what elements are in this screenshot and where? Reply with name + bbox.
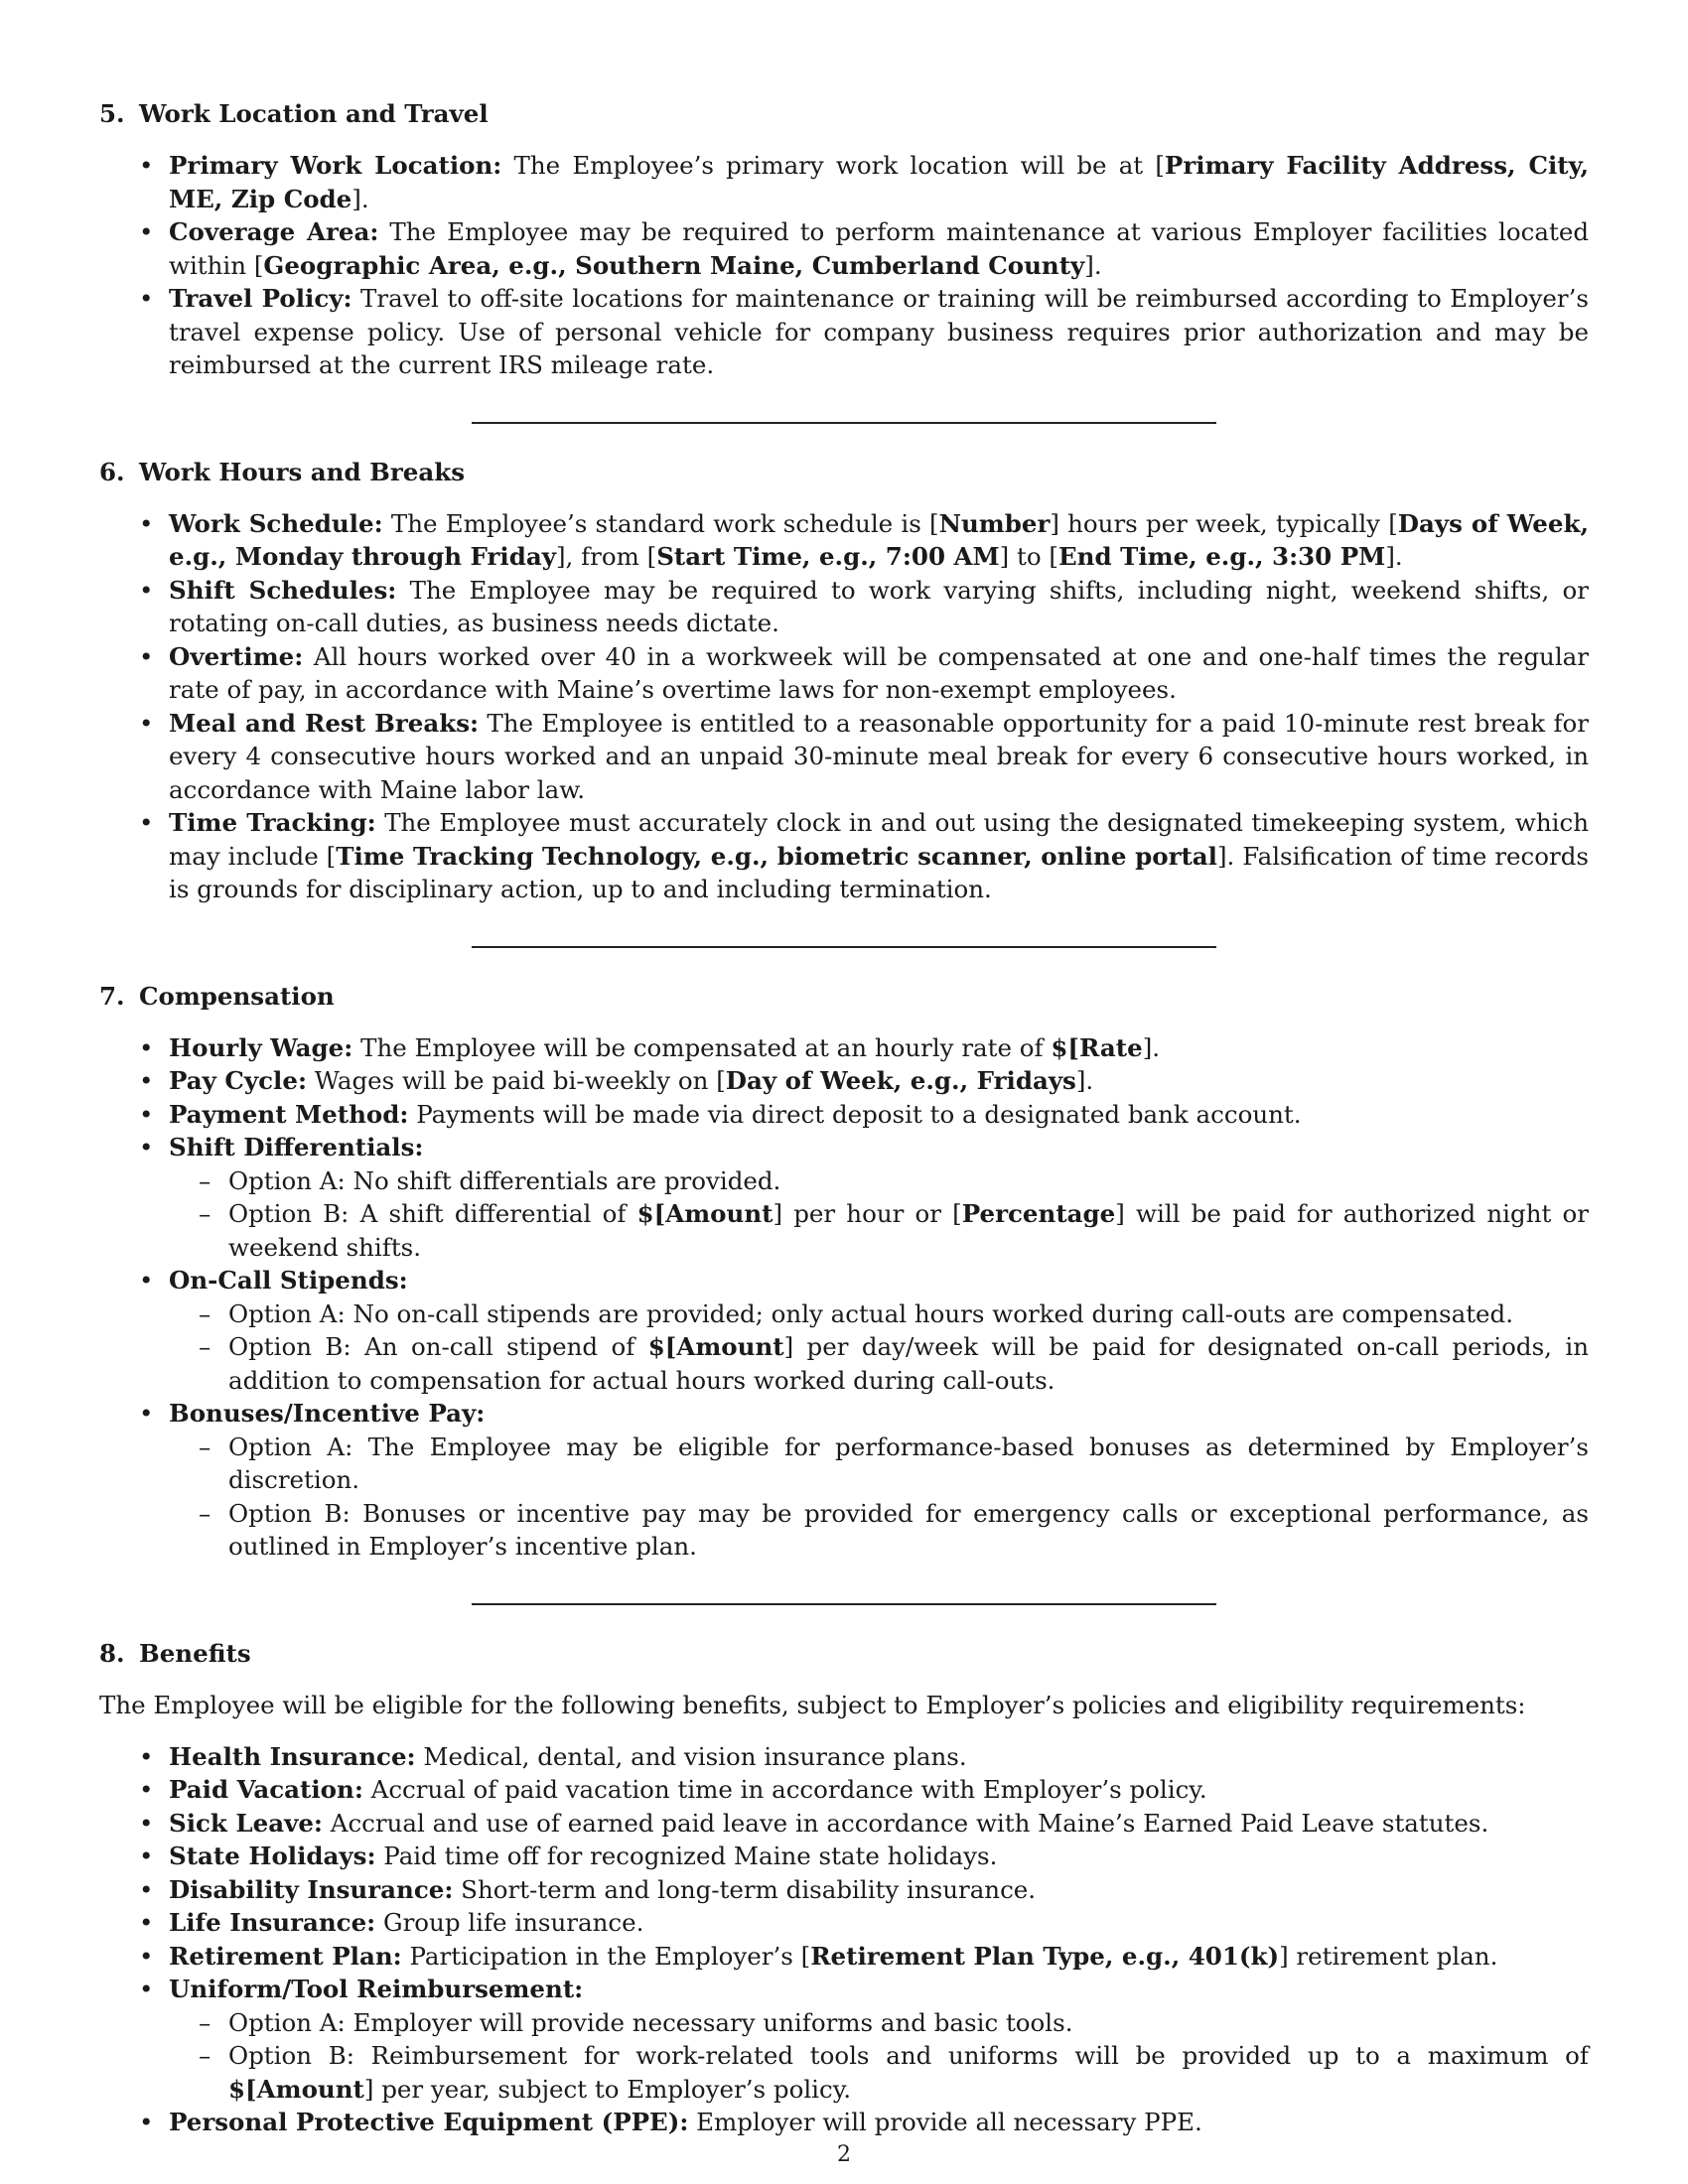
- item-label: Time Tracking:: [169, 808, 376, 837]
- benefits-intro: The Employee will be eligible for the following benefits, subject to Employer’s policies and eligibility requirements:: [99, 1690, 1526, 1719]
- placeholder-field: Time Tracking Technology, e.g., biometric scanner, online portal: [336, 841, 1217, 871]
- placeholder-field: $[Amount: [647, 1332, 784, 1361]
- option-item: – Option A: No on-call stipends are provided; only actual hours worked during call-outs are compensated.: [228, 1297, 1589, 1331]
- item-label: Retirement Plan:: [169, 1941, 402, 1971]
- item-label: Disability Insurance:: [169, 1874, 454, 1904]
- option-list: [169, 2006, 1589, 2107]
- option-item: – Option A: The Employee may be eligible for performance-based bonuses as determined by Employer’s discretion.: [228, 1431, 1589, 1497]
- section-title: Work Location and Travel: [139, 99, 489, 128]
- list-item: • Travel Policy: Travel to off-site locations for maintenance or training will be reimbursed according to Employer’s travel expense policy. Use of personal vehicle for company business requires prior authorization and may be reimbursed at the current IRS mileage rate.: [169, 282, 1589, 382]
- placeholder-field: $[Amount: [636, 1199, 774, 1228]
- placeholder-field: Start Time, e.g., 7:00 AM: [656, 542, 1000, 571]
- item-label: Bonuses/Incentive Pay:: [169, 1399, 486, 1428]
- option-item: – Option B: Bonuses or incentive pay may be provided for emergency calls or exceptional performance, as outlined in Employer’s incentive plan.: [228, 1497, 1589, 1564]
- item-label: Shift Schedules:: [169, 575, 397, 605]
- list-item: • Meal and Rest Breaks: The Employee is entitled to a reasonable opportunity for a paid 10-minute rest break for every 4 consecutive hours worked and an unpaid 30-minute meal break for every 6 consecutive hours worked, in accordance with Maine labor law.: [169, 707, 1589, 807]
- placeholder-field: End Time, e.g., 3:30 PM: [1057, 542, 1386, 571]
- list-item: • Coverage Area: The Employee may be required to perform maintenance at various Employer facilities located within [Geographic Area, e.g., Southern Maine, Cumberland County].: [169, 215, 1589, 282]
- section-number: 6.: [99, 457, 125, 486]
- list-item: • Shift Schedules: The Employee may be required to work varying shifts, including night, weekend shifts, or rotating on-call duties, as business needs dictate.: [169, 574, 1589, 640]
- placeholder-field: Day of Week, e.g., Fridays: [725, 1066, 1076, 1095]
- list-item: • Overtime: All hours worked over 40 in a workweek will be compensated at one and one-half times the regular rate of pay, in accordance with Maine’s overtime laws for non-exempt employees.: [169, 640, 1589, 707]
- list-item: • Payment Method: Payments will be made via direct deposit to a designated bank account.: [169, 1098, 1589, 1132]
- benefits-list: [99, 1740, 1589, 2139]
- item-label: Paid Vacation:: [169, 1775, 363, 1804]
- section-title: Work Hours and Breaks: [139, 457, 465, 486]
- item-label: Payment Method:: [169, 1099, 409, 1129]
- page-number: 2: [837, 2142, 851, 2167]
- option-item: – Option B: An on-call stipend of $[Amount] per day/week will be paid for designated on-call periods, in addition to compensation for actual hours worked during call-outs.: [228, 1330, 1589, 1397]
- list-item: • Time Tracking: The Employee must accurately clock in and out using the designated timekeeping system, which may include [Time Tracking Technology, e.g., biometric scanner, online portal]. Falsification of time records is grounds for disciplinary action, up to and including termination.: [169, 806, 1589, 906]
- item-label: Hourly Wage:: [169, 1032, 353, 1062]
- option-item: – Option B: Reimbursement for work-related tools and uniforms will be provided up to a maximum of $[Amount] per year, subject to Employer’s policy.: [228, 2039, 1589, 2106]
- option-list: [169, 1431, 1589, 1564]
- list-item: [169, 1131, 1589, 1264]
- placeholder-field: Retirement Plan Type, e.g., 401(k): [810, 1941, 1280, 1971]
- section-heading-compensation: [99, 980, 1589, 1014]
- list-item: • Paid Vacation: Accrual of paid vacation time in accordance with Employer’s policy.: [169, 1773, 1589, 1807]
- item-label: State Holidays:: [169, 1842, 376, 1870]
- document-page: [99, 97, 1589, 2139]
- item-label: Uniform/Tool Reimbursement:: [169, 1975, 584, 2003]
- list-item: • Personal Protective Equipment (PPE): Employer will provide all necessary PPE.: [169, 2106, 1589, 2139]
- placeholder-field: Number: [938, 508, 1051, 538]
- list-item: • Retirement Plan: Participation in the Employer’s [Retirement Plan Type, e.g., 401(k)] retirement plan.: [169, 1940, 1589, 1974]
- option-item: – Option A: No shift differentials are provided.: [228, 1164, 1589, 1198]
- option-item: – Option B: A shift differential of $[Amount] per hour or [Percentage] will be paid for authorized night or weekend shifts.: [228, 1197, 1589, 1264]
- item-label: Primary Work Location:: [169, 151, 502, 180]
- item-label: Health Insurance:: [169, 1741, 416, 1771]
- list-item: • Work Schedule: The Employee’s standard work schedule is [Number] hours per week, typically [Days of Week, e.g., Monday through Friday], from [Start Time, e.g., 7:00 AM] to [End Time, e.g., 3:30 PM].: [169, 507, 1589, 574]
- item-label: Personal Protective Equipment (PPE):: [169, 2108, 689, 2136]
- list-item: • State Holidays: Paid time off for recognized Maine state holidays.: [169, 1840, 1589, 1873]
- section-heading-benefits: [99, 1637, 1589, 1671]
- placeholder-field: Primary Facility Address, City, ME, Zip Code: [169, 151, 1589, 213]
- item-label: Coverage Area:: [169, 217, 379, 246]
- section-title: Compensation: [139, 981, 335, 1011]
- list-item: • Sick Leave: Accrual and use of earned paid leave in accordance with Maine’s Earned Paid Leave statutes.: [169, 1807, 1589, 1841]
- list-item: • Hourly Wage: The Employee will be compensated at an hourly rate of $[Rate].: [169, 1031, 1589, 1065]
- section-heading-work-hours: [99, 456, 1589, 489]
- list-item: • Disability Insurance: Short-term and long-term disability insurance.: [169, 1873, 1589, 1907]
- placeholder-field: Days of Week, e.g., Monday through Friday: [169, 508, 1589, 571]
- item-label: Sick Leave:: [169, 1808, 323, 1838]
- option-item: – Option A: Employer will provide necessary uniforms and basic tools.: [228, 2006, 1589, 2040]
- item-label: On-Call Stipends:: [169, 1266, 408, 1295]
- option-list: [169, 1164, 1589, 1265]
- compensation-list: [99, 1031, 1589, 1564]
- item-label: Meal and Rest Breaks:: [169, 708, 480, 738]
- placeholder-field: Percentage: [961, 1199, 1116, 1228]
- item-label: Overtime:: [169, 641, 304, 671]
- list-item: [169, 1397, 1589, 1564]
- item-label: Pay Cycle:: [169, 1066, 307, 1095]
- list-item: • Health Insurance: Medical, dental, and vision insurance plans.: [169, 1740, 1589, 1774]
- item-label: Shift Differentials:: [169, 1133, 424, 1161]
- item-label: Work Schedule:: [169, 508, 383, 538]
- list-item: [169, 1264, 1589, 1397]
- placeholder-field: $[Rate: [1051, 1032, 1143, 1062]
- list-item: [169, 1973, 1589, 2106]
- placeholder-field: Geographic Area, e.g., Southern Maine, Cumberland County: [263, 250, 1085, 280]
- section-number: 8.: [99, 1638, 125, 1668]
- section-number: 5.: [99, 99, 125, 128]
- placeholder-field: $[Amount: [228, 2074, 364, 2104]
- list-item: • Primary Work Location: The Employee’s primary work location will be at [Primary Facility Address, City, ME, Zip Code].: [169, 149, 1589, 215]
- list-item: • Pay Cycle: Wages will be paid bi-weekly on [Day of Week, e.g., Fridays].: [169, 1064, 1589, 1098]
- item-label: Travel Policy:: [169, 284, 352, 313]
- item-label: Life Insurance:: [169, 1908, 376, 1937]
- option-list: [169, 1297, 1589, 1398]
- list-item: • Life Insurance: Group life insurance.: [169, 1906, 1589, 1940]
- section-number: 7.: [99, 981, 125, 1011]
- section-title: Benefits: [139, 1638, 251, 1668]
- section-heading-work-location: [99, 97, 1589, 131]
- work-location-list: [99, 149, 1589, 382]
- work-hours-list: [99, 507, 1589, 906]
